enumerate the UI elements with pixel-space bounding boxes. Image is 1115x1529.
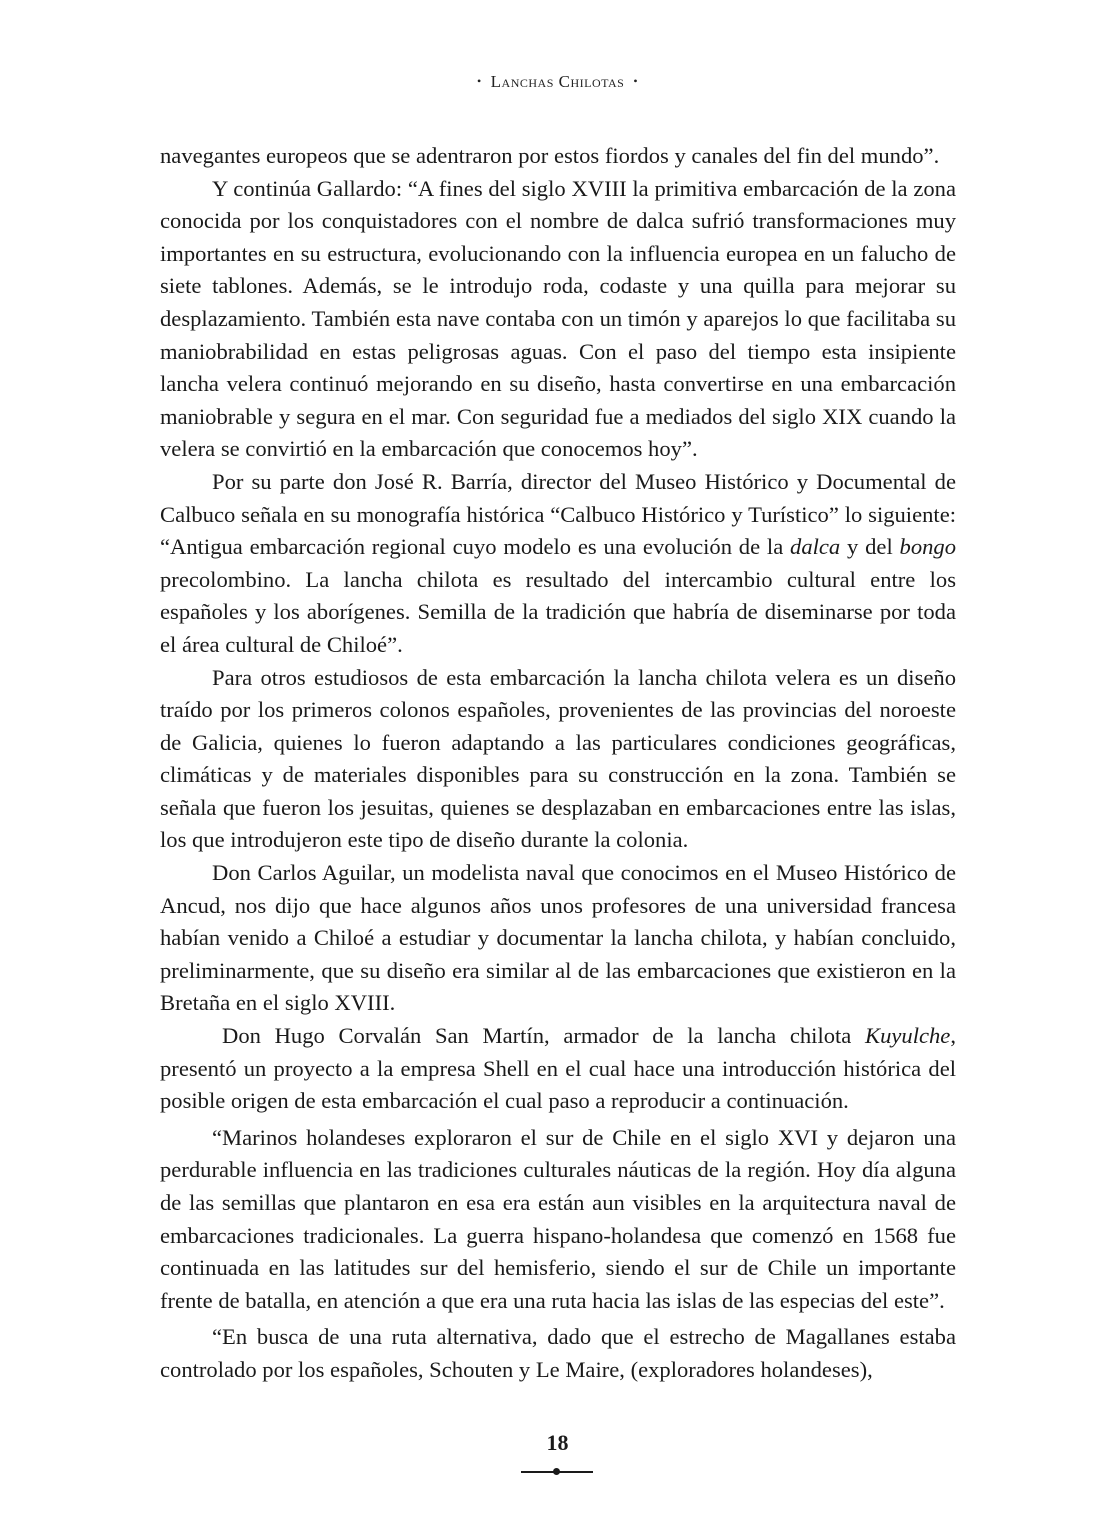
paragraph-corvalan-text-1: Don Hugo Corvalán San Martín, armador de la lancha chilota [222, 1023, 866, 1049]
paragraph-continuation: navegantes europeos que se adentraron por estos fiordos y canales del fin del mundo”. [160, 143, 940, 168]
paragraph-barria-text-1: Por su parte don José R. Barría, director del Museo Histórico y Documental de Calbuco señala en su monografía histórica “Calbuco Histórico y Turístico” lo siguiente: “Antigua embarcación regional cuyo modelo es una evolución de la [160, 468, 956, 560]
running-header-title: Lanchas Chilotas [490, 72, 625, 91]
italic-term-bongo: bongo [899, 534, 956, 560]
paragraph-other-scholars: Para otros estudiosos de esta embarcación la lancha chilota velera es un diseño traído por los primeros colonos españoles, provenientes de las provincias del noroeste de Galicia, quienes lo fueron adaptando a las particulares condiciones geográficas, climáticas y de materiales disponibles para su construcción en la zona. También se señala que fueron los jesuitas, quienes se desplazaban en embarcaciones entre las islas, los que introdujeron este tipo de diseño durante la colonia. [160, 664, 956, 853]
body-text [160, 140, 956, 1387]
folio-ornament-icon [521, 1468, 593, 1476]
paragraph-alternative-route: “En busca de una ruta alternativa, dado que el estrecho de Magallanes estaba controlado por los españoles, Schouten y Le Maire, (exploradores holandeses), [160, 1324, 956, 1382]
paragraph-barria [160, 466, 956, 662]
paragraph-gallardo-quote: Y continúa Gallardo: “A fines del siglo XVIII la primitiva embarcación de la zona conocida por los conquistadores con el nombre de dalca sufrió transformaciones muy importantes en su estructura, evolucionando con la influencia europea en un falucho de siete tablones. Además, se le introdujo roda, codaste y una quilla para mejorar su desplazamiento. También esta nave contaba con un timón y aparejos lo que facilitaba su maniobrabilidad en estas peligrosas aguas. Con el paso del tiempo esta insipiente lancha velera continuó mejorando en su diseño, hasta convertirse en una embarcación maniobrable y segura en el mar. Con seguridad fue a mediados del siglo XIX cuando la velera se convirtió en la embarcación que conocemos hoy”. [160, 175, 956, 462]
page-number: 18 [546, 1430, 569, 1455]
paragraph-barria-text-3: precolombino. La lancha chilota es resultado del intercambio cultural entre los españoles y los aborígenes. Semilla de la tradición que habría de diseminarse por toda el área cultural de Chiloé”. [160, 566, 956, 657]
italic-term-dalca: dalca [790, 534, 841, 560]
running-header [0, 72, 1115, 92]
paragraph-corvalan-text-2: , presentó un proyecto a la empresa Shell en el cual hace una introducción histórica del posible origen de esta embarcación el cual paso a reproducir a continuación. [160, 1023, 956, 1114]
header-bullet-left: • [476, 74, 482, 88]
paragraph-hugo-corvalan [160, 1020, 956, 1118]
italic-boat-name: Kuyulche [865, 1023, 951, 1049]
paragraph-barria-text-2: y del [840, 534, 900, 560]
paragraph-carlos-aguilar: Don Carlos Aguilar, un modelista naval que conocimos en el Museo Histórico de Ancud, nos dijo que hace algunos años unos profesores de una universidad francesa habían venido a Chiloé a estudiar y documentar la lancha chilota, y habían concluido, preliminarmente, que su diseño era similar al de las embarcaciones que existieron en la Bretaña en el siglo XVIII. [160, 860, 956, 1016]
folio-ornament-dot [553, 1468, 560, 1475]
paragraph-dutch-sailors: “Marinos holandeses exploraron el sur de Chile en el siglo XVI y dejaron una perdurable influencia en las tradiciones culturales náuticas de la región. Hoy día alguna de las semillas que plantaron en esa era están aun visibles en la arquitectura naval de embarcaciones tradicionales. La guerra hispano-holandesa que comenzó en 1568 fue continuada en las latitudes sur del hemisferio, siendo el sur de Chile un importante frente de batalla, en atención a que era una ruta hacia las islas de las especias del este”. [160, 1124, 956, 1313]
header-bullet-right: • [633, 74, 639, 88]
